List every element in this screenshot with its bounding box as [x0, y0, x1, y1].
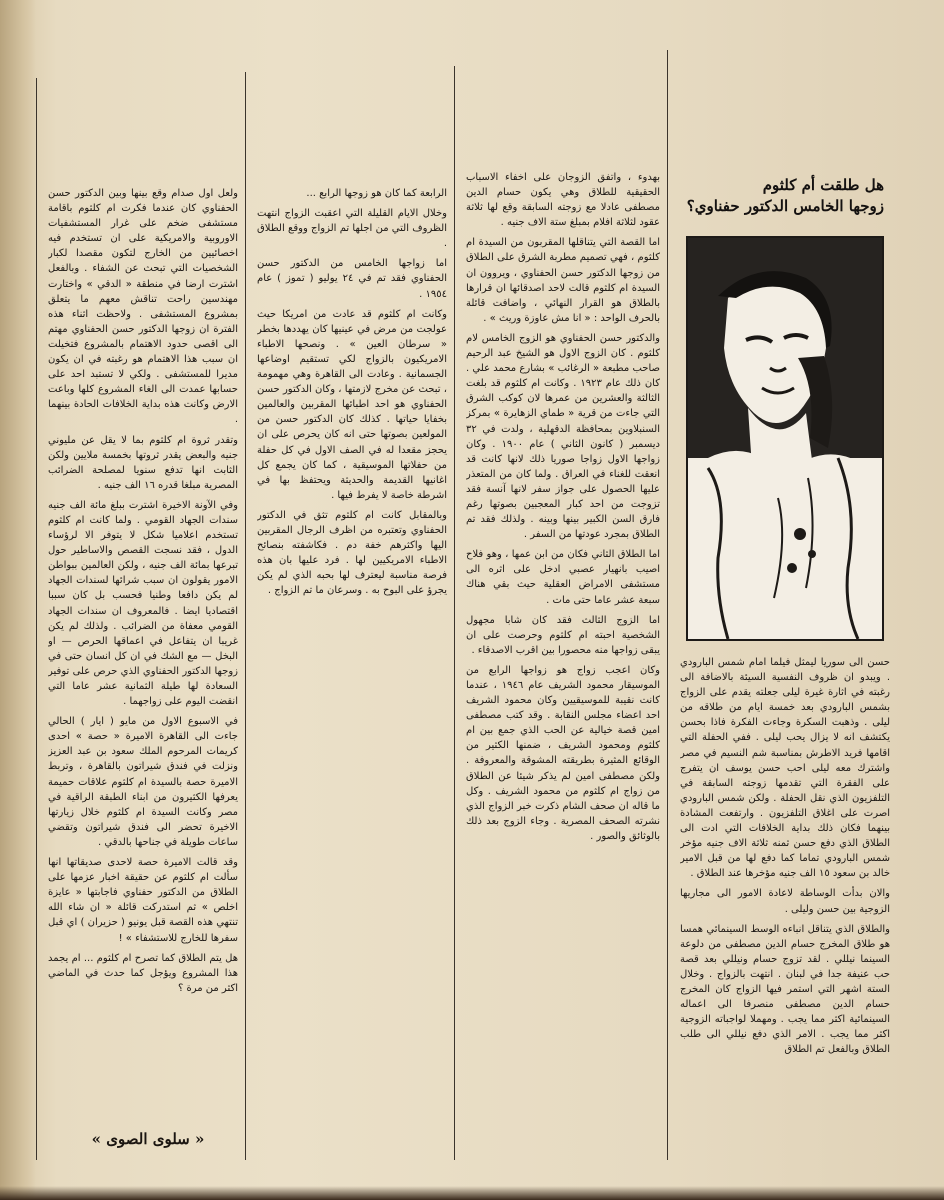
column-2-paragraph-2: اما القصة التي يتناقلها المقربون من السيدة ام كلثوم ، فهي تصميم مطربة الشرق على الطلاق من زوجها الدكتور حسن الحفناوي ، ويروون ان السيدة ام كلثوم قالت لاحد اصدقائها ان قرارها بالطلاق هو القرار النهائي ، واضافت قائلة بالحرف الواحد : « انا مش عاوزة وريث » .	[466, 237, 660, 324]
column-4-paragraph-4: في الاسبوع الاول من مايو ( ايار ) الحالي جاءت الى القاهرة الاميرة « حصة » احدى كريمات المرحوم الملك سعود بن عبد العزيز ونزلت في فندق شيراتون بالقاهرة ، وتربط الاميرة حصة بالسيدة ام كلثوم علاقات حميمة يعرفها الكثيرون من ابناء الطبقة الراقية في مصر وكانت السيدة ام كلثوم خلال زيارتها الاخيرة تحضر الى فندق شيراتون وتقضي ساعات طويلة في جناحها بالدقي .	[48, 716, 238, 848]
column-1-paragraph-3: والطلاق الذي يتناقل انباءه الوسط السينمائي همسا هو طلاق المخرج حسام الدين مصطفى من دلوعة السينما نيللي . لقد تزوج حسام ونيللي بعد قصة حب عنيفة جدا في لبنان . انتهت بالزواج . وخلال الستة اشهر التي استمر فيها الزواج كان المخرج حسام الدين مصطفى منصرفا الى اعماله السينمائية اكثر مما يجب . ومهملا لواجباته الزوجية اكثر مما يجب . الامر الذي دفع نيللي الى طلب الطلاق وبالفعل تم الطلاق	[680, 923, 890, 1056]
column-2-paragraph-1: بهدوء ، واتفق الزوجان على اخفاء الاسباب الحقيقية للطلاق وهي يكون حسام الدين مصطفى عادلا مع زوجته السابقة وقع لها ثلاثة عقود لثلاثة افلام بمبلغ ستة الاف جنيه .	[466, 172, 660, 229]
column-3-paragraph-3: اما زواجها الخامس من الدكتور حسن الحفناوي فقد تم في ٢٤ يوليو ( تموز ) عام ١٩٥٤ .	[257, 258, 447, 300]
column-rule	[36, 78, 37, 1160]
column-3-paragraph-2: وخلال الايام القليلة التي اعقبت الزواج انتهت الظروف التي من اجلها تم الزواج ووقع الطلاق .	[257, 208, 447, 250]
column-1	[680, 655, 890, 1155]
column-rule	[454, 66, 455, 1160]
column-4	[48, 186, 238, 1126]
page-spine-shadow	[0, 0, 36, 1200]
column-2-paragraph-3: والدكتور حسن الحفناوي هو الزوج الخامس لام كلثوم . كان الزوج الاول هو الشيخ عبد الرحيم صاحب مطبعة « الرغائب » بشارع محمد علي . كان ذلك عام ١٩٢٣ . وكانت ام كلثوم قد بلغت الثالثة والعشرين من عمرها لان كوكب الشرق التي جاءت من قرية « طماي الزهايرة » بمركز السنبلاوين بمحافظة الدقهلية ، ولدت في ٣٢ ديسمبر ( كانون الثاني ) عام ١٩٠٠ . وكان زواجها الاول زواجا صوريا ذلك لانها كانت قد انعقت للغناء في العراق . ولما كان من المتعذر عليها الحصول على جواز سفر لانها آنسة فقد تزوجت من احد كبار المعجبين بصوتها رغم فارق السن الكبير بينها وبينه . ولذلك فقد تم الطلاق بمجرد عودتها من السفر .	[466, 332, 660, 541]
portrait-photo	[686, 236, 884, 641]
column-4-paragraph-1: ولعل اول صدام وقع بينها وبين الدكتور حسن الحفناوي كان عندما فكرت ام كلثوم باقامة مستشفى ضخم على غرار المستشفيات الاوروبية والامريكية على ان تستخدم فيه اخصائيين من الخارج لتكون مقصدا لكبار الشخصيات التي تبحث عن الشفاء . وبالفعل اشترت ارضا في منطقة « الدقي » واختارت مهندسين راحت تناقش معهم ما يتعلق بمشروع المستشفى . ولاحظت اثناء هذه الفترة ان زوجها الدكتور حسن الحفناوي مهتم الى اقصى حدود الاهتمام بالمشروع فتخيلت ان سبب هذا الاهتمام هو رغبته في ان يكون مديرا للمستشفى . ولكي لا تستبد احد على حسابها عمدت الى الغاء المشروع كلها وباعت الارض وكانت هذه بداية الخلافات الحادة بينهما .	[48, 188, 238, 426]
column-2-paragraph-5: اما الزوج الثالث فقد كان شابا مجهول الشخصية احبته ام كلثوم وحرصت على ان يبقى زواجها منه محصورا بين اقرب الاصدقاء .	[466, 614, 660, 656]
column-rule	[667, 50, 668, 1160]
column-3-paragraph-1: الرابعة كما كان هو زوجها الرابع ...	[306, 188, 447, 199]
column-4-paragraph-5: وقد قالت الاميرة حصة لاحدى صديقاتها انها سألت ام كلثوم عن حقيقة اخبار عزمها على الطلاق من الدكتور حفناوي فاجابتها « عايزة اخلص » ثم استدركت قائلة « ان شاء الله تنتهي هذه القصة قبل يونيو ( حزيران ) اي قبل سفرها للخارج للاستشفاء » !	[48, 857, 238, 944]
author-signature: « سلوى الصوى »	[91, 1130, 205, 1148]
column-2	[466, 170, 660, 1155]
page-bottom-edge	[0, 1186, 944, 1200]
column-4-paragraph-3: وفي الآونة الاخيرة اشترت ببلغ مائة الف جنيه سندات الجهاد القومي . ولما كانت ام كلثوم تستخدم اعلاميا شكل لا يتوفر الا لرؤساء الدول ، فقد نسجت القصص والاساطير حول تبرعها بمائة الف جنيه ، ولكن العالمين ببواطن الامور يقولون ان سبب شرائها لسندات الجهاد لم يكن دافعا وطنيا فحسب بل كان سببا اقتصاديا ايضا . فالمعروف ان سندات الجهاد القومي معفاة من الضرائب . ولذلك لم يكن غريبا ان يتفاعل في اعماقها الحرص — او البخل — مع الشك في ان كل انسان حتى في زوجها الدكتور الحفناوي الذي حرص على توفير السعادة لها طيلة الثمانية عشر عاما التي انقضت اليوم على زواجهما .	[48, 499, 238, 708]
column-2-paragraph-6: وكان اعجب زواج هو زواجها الرابع من الموسيقار محمود الشريف عام ١٩٤٦ ، عندما كانت نقيبة للموسيقيين وكان محمود الشريف احد اعضاء مجلس النقابة . وقد كتب مصطفى امين قصة خيالية عن الحب الذي جمع بين ام كلثوم ومحمود الشريف ، ضمنها الكثير من الوقائع المثيرة بطريقته المشوقة والمعروفة . ولكن مصطفى امين لم يذكر شيئا عن الطلاق من زواج ام كلثوم من محمود الشريف . وكل ما قاله ان صحف الشام ذكرت خبر الزواج الذي نشرته الصحف المصرية . وجاء الزوج بعد ذلك بالوثائق والصور .	[466, 664, 660, 842]
column-rule	[245, 72, 246, 1160]
column-3	[257, 186, 447, 1155]
column-1-paragraph-1: حسن الى سوريا ليمثل فيلما امام شمس البارودي . ويبدو ان ظروف النفسية السيئة بالاضافة الى رغبته في اثارة غيرة ليلى جعلته يقدم على الزواج بشمس البارودي بعد خمسة ايام من طلاقه من ليلى . وذهبت السكرة وجاءت الفكرة فاذا بحسن يكتشف انه لا يزال يحب ليلى . ففي الحفلة التي اقامها فريد الاطرش بمناسبة شم النسيم في مصر واشترك معه ليلى احب حسن يوسف ان يتفرج على الفقرة التي تقدمها زوجته السابقة في التلفزيون الذي نقل الحفلة . ولكن شمس البارودي اصرت على اغلاق التلفزيون . وارتفعت المشادة بينهما فكان ذلك بداية الخلافات التي ادت الى الطلاق الذي دفع حسن ثمنه ثلاثة الاف جنيه مؤخر شمس البارودي تماما كما دفع لها من قبل الامير خالد بن سعود ١٥ الف جنيه مؤخرها عند الطلاق .	[680, 657, 890, 880]
column-1-paragraph-2: والان بدأت الوساطة لاعادة الامور الى مجاريها الزوجية بين حسن وليلى .	[680, 888, 890, 915]
column-2-paragraph-4: اما الطلاق الثاني فكان من ابن عمها ، وهو فلاح اصيب بانهيار عصبي ادخل على اثره الى مستشفى الامراض العقلية حيث بقي هناك سبعة عشر عاما حتى مات .	[466, 549, 660, 606]
column-3-paragraph-4: وكانت ام كلثوم قد عادت من امريكا حيث عولجت من مرض في عينيها كان يهددها بخطر « سرطان العين » . ونصحها الاطباء الامريكيون بالزواج لكي تستقيم اوضاعها الجسمانية . وعادت الى القاهرة وهي مهمومة ، تبحث عن مخرج لازمتها ، وكان الدكتور حسن الحفناوي هو احد اطبائها المقربين والعالمين بخفايا حياتها . كذلك كان الدكتور حسن من المولعين بصوتها حتى انه كان يحرص على ان يحجز مقعدا له في الصف الاول في كل حفلة من حفلاتها الموسيقية ، كما كان يجمع كل اغانيها القديمة والحديثة ويحتفظ بها في اشرطة خاصة لا يفرط فيها .	[257, 308, 447, 501]
column-4-paragraph-6: هل يتم الطلاق كما تصرح ام كلثوم ... ام يجمد هذا المشروع ويؤجل كما حدث في الماضي اكثر من مرة ؟	[48, 952, 238, 994]
column-3-paragraph-5: وبالمقابل كانت ام كلثوم تثق في الدكتور الحفناوي وتعتبره من اظرف الرجال المقربين اليها واكثرهم خفة دم . فكاشفته بنصائح الاطباء الامريكيين لها . فرد عليها بان هذه فرصة مناسبة ليعترف لها بحبه الذي لم يكن يجرؤ على البوح به . وسرعان ما تم الزواج .	[257, 509, 447, 597]
column-4-paragraph-2: وتقدر ثروة ام كلثوم بما لا يقل عن مليوني جنيه والبعض يقدر ثروتها بخمسة ملايين ولكن الثابت انها تدفع سنويا لمصلحة الضرائب المصرية مبلغا قدره ١٦ الف جنيه .	[48, 434, 238, 491]
article-headline	[672, 175, 884, 217]
headline-line-1: هل طلقت أم كلثوم	[762, 176, 884, 194]
headline-line-2: زوجها الخامس الدكتور حفناوي؟	[686, 197, 884, 215]
